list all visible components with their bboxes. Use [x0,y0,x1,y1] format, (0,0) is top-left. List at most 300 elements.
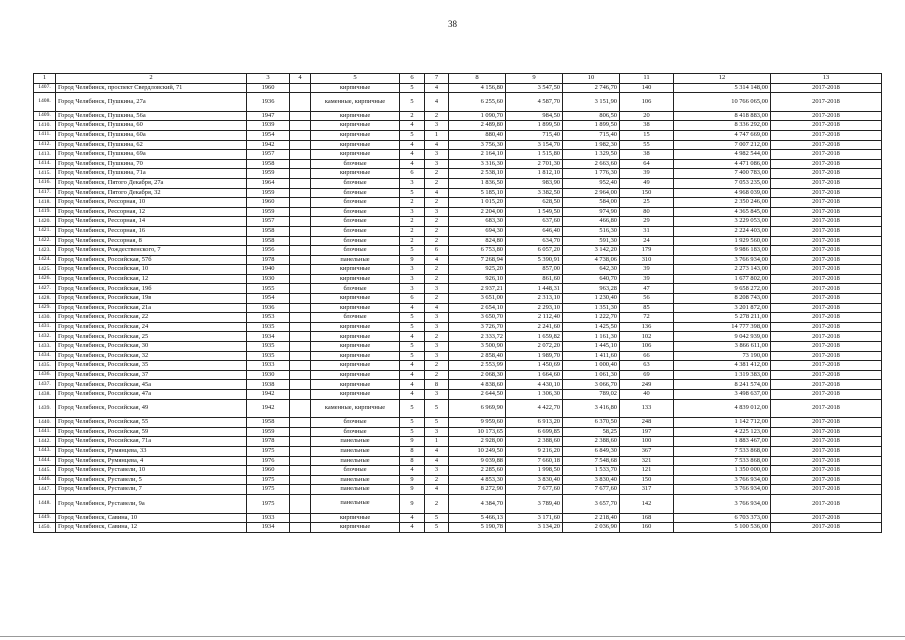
table-cell: 5 [400,313,425,323]
table-cell: 8 208 743,00 [674,294,771,304]
table-row [34,361,882,371]
table-cell: Город Челябинск, Российская, 45а [56,380,247,390]
table-cell: 5 [400,188,425,198]
table-cell: 4 [425,93,449,112]
table-cell: 121 [620,466,674,476]
table-cell: блочные [311,466,400,476]
column-header: 6 [400,74,425,84]
table-cell: 310 [620,255,674,265]
table-cell: 2 663,60 [563,159,620,169]
table-cell: 5 278 211,00 [674,313,771,323]
table-cell [290,140,311,150]
table-cell: 317 [620,485,674,495]
table-cell: 591,30 [563,236,620,246]
table-cell: 49 [620,178,674,188]
table-cell: 1 515,80 [506,150,563,160]
table-cell: 1 836,50 [449,178,506,188]
table-cell: 1930 [247,274,290,284]
table-cell: 974,90 [563,207,620,217]
table-cell: блочные [311,284,400,294]
table-cell: 106 [620,93,674,112]
table-cell: кирпичные [311,140,400,150]
table-cell: 72 [620,313,674,323]
table-cell: 6 [400,169,425,179]
table-cell: 2017-2018 [771,437,882,447]
table-row [34,217,882,227]
table-cell: 1418. [34,198,56,208]
table-cell [290,513,311,523]
table-row [34,390,882,400]
table-header-row [34,74,882,84]
table-cell: 2 218,40 [563,513,620,523]
table-cell: 3 201 872,00 [674,303,771,313]
table-cell [290,255,311,265]
table-row [34,370,882,380]
table-cell: 2017-2018 [771,226,882,236]
table-cell: 5 [425,513,449,523]
table-cell: 1958 [247,159,290,169]
table-cell: 1407. [34,83,56,93]
table-cell: Город Челябинск, Савина, 12 [56,523,247,533]
table-cell: 1978 [247,437,290,447]
table-cell: кирпичные [311,370,400,380]
table-cell: 56 [620,294,674,304]
table-cell: 1 664,60 [506,370,563,380]
table-cell: 4 384,70 [449,494,506,513]
table-row [34,284,882,294]
table-cell: кирпичные [311,111,400,121]
table-cell: 1443. [34,446,56,456]
table-cell [290,226,311,236]
table-cell [290,361,311,371]
column-header: 1 [34,74,56,84]
table-cell: Город Челябинск, Пушкина, 70 [56,159,247,169]
table-cell: 2 072,20 [506,342,563,352]
table-cell: 80 [620,207,674,217]
table-cell: 2 644,50 [449,390,506,400]
table-cell: 1956 [247,246,290,256]
table-cell: Город Челябинск, Пушкина, 62 [56,140,247,150]
table-cell: 2017-2018 [771,83,882,93]
table-cell: 3 866 611,00 [674,342,771,352]
table-cell: 1444. [34,456,56,466]
table-cell: 321 [620,456,674,466]
table-row [34,274,882,284]
table-cell: 1975 [247,494,290,513]
table-cell: 824,80 [449,236,506,246]
page-number: 38 [448,19,457,29]
table-cell: 1413. [34,150,56,160]
table-cell: 140 [620,83,674,93]
table-cell: 5 [400,399,425,418]
table-cell: 5 190,78 [449,523,506,533]
table-cell: 2 654,10 [449,303,506,313]
table-cell: кирпичные [311,83,400,93]
table-cell: 5 314 148,00 [674,83,771,93]
table-cell: 3 142,20 [563,246,620,256]
table-cell: 4 [400,466,425,476]
table-cell: 2 746,70 [563,83,620,93]
table-cell: 1422. [34,236,56,246]
table-cell: 58,25 [563,427,620,437]
table-row [34,207,882,217]
column-header: 7 [425,74,449,84]
table-cell: Город Челябинск, Пушкина, 56а [56,111,247,121]
table-cell: 1 659,82 [506,332,563,342]
table-cell: 1 982,30 [563,140,620,150]
table-cell: 9 042 939,00 [674,332,771,342]
table-cell: 3 650,70 [449,313,506,323]
table-cell: 1437. [34,380,56,390]
table-cell: 40 [620,390,674,400]
table-cell: 1 445,10 [563,342,620,352]
table-cell: блочные [311,217,400,227]
table-cell: 20 [620,111,674,121]
table-cell: 7 548,68 [563,456,620,466]
table-cell: 31 [620,226,674,236]
table-cell: 1964 [247,178,290,188]
table-cell: 2 350 246,00 [674,198,771,208]
table-cell: Город Челябинск, Российская, 24 [56,322,247,332]
table-cell: 69 [620,370,674,380]
table-cell: 9 986 183,00 [674,246,771,256]
table-cell: Город Челябинск, Российская, 47а [56,390,247,400]
table-cell: 1942 [247,399,290,418]
table-cell: 1936 [247,303,290,313]
table-cell: 1410. [34,121,56,131]
table-cell: 1435. [34,361,56,371]
table-cell [290,169,311,179]
table-cell: 4 [400,370,425,380]
table-cell: 10 173,65 [449,427,506,437]
table-cell: 248 [620,418,674,428]
table-cell: 628,50 [506,198,563,208]
table-cell: Город Челябинск, Румянцева, 33 [56,446,247,456]
table-cell: Город Челябинск, Российская, 19в [56,294,247,304]
table-cell: 3 [425,121,449,131]
table-cell: 39 [620,265,674,275]
table-cell: 1 812,10 [506,169,563,179]
table-cell: 2 858,40 [449,351,506,361]
table-cell: Город Челябинск, Пушкина, 69а [56,150,247,160]
table-cell: 1415. [34,169,56,179]
table-row [34,342,882,352]
table-cell: 4 982 544,00 [674,150,771,160]
table-cell: 984,50 [506,111,563,121]
table-cell: 6 699,85 [506,427,563,437]
table-cell: блочные [311,188,400,198]
table-cell: блочные [311,159,400,169]
table-cell: 4 747 669,00 [674,130,771,140]
table-row [34,427,882,437]
table-cell: 3 229 053,00 [674,217,771,227]
table-cell [290,150,311,160]
table-cell: 106 [620,342,674,352]
table-cell: 3 789,40 [506,494,563,513]
table-row [34,456,882,466]
table-cell: 2017-2018 [771,322,882,332]
table-cell: 3 [425,390,449,400]
table-cell: 2 937,21 [449,284,506,294]
table-cell: 694,30 [449,226,506,236]
table-cell: 2 [425,274,449,284]
table-cell: кирпичные [311,322,400,332]
table-cell: 2017-2018 [771,255,882,265]
table-cell: 4 [425,303,449,313]
table-cell: 1447. [34,485,56,495]
table-cell: 6 057,20 [506,246,563,256]
table-cell [290,399,311,418]
table-cell: 4 430,10 [506,380,563,390]
table-cell: 926,10 [449,274,506,284]
table-cell [290,523,311,533]
table-row [34,236,882,246]
table-cell: 1449. [34,513,56,523]
table-cell: 4 [400,513,425,523]
table-cell: 1959 [247,169,290,179]
table-cell: 2017-2018 [771,332,882,342]
table-cell: 6 703 373,00 [674,513,771,523]
table-cell [290,380,311,390]
table-cell: 1 [425,130,449,140]
table-cell: 1419. [34,207,56,217]
table-cell: 55 [620,140,674,150]
table-cell [290,207,311,217]
table-cell [290,303,311,313]
table-cell: Город Челябинск, Руставели, 5 [56,475,247,485]
table-cell: 4 968 039,00 [674,188,771,198]
table-cell: 1 883 467,00 [674,437,771,447]
table-cell: 102 [620,332,674,342]
table-cell: Город Челябинск, Савина, 10 [56,513,247,523]
table-cell: 952,40 [563,178,620,188]
table-cell: 2017-2018 [771,313,882,323]
table-cell: 9 [400,255,425,265]
table-cell: кирпичные [311,274,400,284]
table-cell: кирпичные [311,380,400,390]
table-cell: 1416. [34,178,56,188]
table-row [34,313,882,323]
table-cell: 2017-2018 [771,93,882,112]
table-cell: Город Челябинск, Российская, 12 [56,274,247,284]
column-header: 2 [56,74,247,84]
table-cell: 1955 [247,284,290,294]
table-cell: 1975 [247,446,290,456]
table-row [34,475,882,485]
table-cell: 683,30 [449,217,506,227]
table-cell: 857,00 [506,265,563,275]
table-cell: 1 015,20 [449,198,506,208]
table-cell: 3 134,20 [506,523,563,533]
table-cell: 1408. [34,93,56,112]
table-cell: Город Челябинск, Российская, 37 [56,370,247,380]
table-cell: 39 [620,169,674,179]
table-cell: 3 [425,427,449,437]
table-cell: 2 [425,226,449,236]
table-cell: блочные [311,198,400,208]
table-cell [290,475,311,485]
table-cell: 6 [425,246,449,256]
table-cell: 4 381 412,00 [674,361,771,371]
table-cell: 8 [400,456,425,466]
column-header: 12 [674,74,771,84]
table-cell [290,274,311,284]
table-row [34,226,882,236]
table-cell: 1960 [247,83,290,93]
table-cell [290,294,311,304]
table-cell: 2017-2018 [771,370,882,380]
table-cell [290,466,311,476]
table-cell: 1959 [247,207,290,217]
table-cell: 1978 [247,255,290,265]
table-cell: 1940 [247,265,290,275]
table-row [34,265,882,275]
table-cell: 1430. [34,313,56,323]
table-cell: 1 899,50 [563,121,620,131]
table-cell [290,446,311,456]
table-cell: 1 306,30 [506,390,563,400]
table-row [34,130,882,140]
table-cell: 1424. [34,255,56,265]
table-cell: 1448. [34,494,56,513]
table-cell: 3 [400,284,425,294]
table-cell: 2 036,90 [563,523,620,533]
table-cell [290,418,311,428]
table-row [34,513,882,523]
table-cell: 2 164,10 [449,150,506,160]
table-cell: 1975 [247,485,290,495]
table-cell: 133 [620,399,674,418]
table-cell: 2 285,60 [449,466,506,476]
table-cell: 3 766 934,00 [674,255,771,265]
table-cell: 9 959,60 [449,418,506,428]
table-cell: 38 [620,121,674,131]
table-cell: 4 [425,456,449,466]
table-cell: 8 336 292,00 [674,121,771,131]
table-cell: 8 [400,446,425,456]
column-header: 8 [449,74,506,84]
table-cell: 4 365 845,00 [674,207,771,217]
table-cell: 3 830,40 [563,475,620,485]
table-cell: панельные [311,437,400,447]
table-cell: 1436. [34,370,56,380]
table-cell [290,217,311,227]
table-cell [290,178,311,188]
table-cell: Город Челябинск, Рессорная, 8 [56,236,247,246]
table-cell: 4 [400,150,425,160]
table-cell: 1412. [34,140,56,150]
table-row [34,255,882,265]
table-cell: 4 [400,121,425,131]
table-cell: 2017-2018 [771,456,882,466]
table-cell: 1 351,30 [563,303,620,313]
table-cell: Город Челябинск, Румянцева, 4 [56,456,247,466]
table-row [34,418,882,428]
table-cell: 3 766 934,00 [674,485,771,495]
table-cell: 2 [425,198,449,208]
table-cell: 3 [400,274,425,284]
table-cell: 2017-2018 [771,427,882,437]
table-cell: 1957 [247,217,290,227]
table-cell: 715,40 [563,130,620,140]
table-cell: 39 [620,274,674,284]
table-cell: 1958 [247,226,290,236]
table-row [34,399,882,418]
table-cell: 1420. [34,217,56,227]
table-cell: 1976 [247,456,290,466]
table-cell: кирпичные [311,169,400,179]
table-cell: 3 [425,313,449,323]
table-cell: блочные [311,178,400,188]
table-cell: 3 [400,265,425,275]
table-body [34,83,882,532]
table-cell: 150 [620,188,674,198]
table-cell: 1 [425,437,449,447]
table-cell: кирпичные [311,513,400,523]
table-cell: 2017-2018 [771,351,882,361]
table-cell: 5 [400,351,425,361]
table-cell: 1 350 000,00 [674,466,771,476]
table-cell: 1431. [34,322,56,332]
table-cell: 6 969,90 [449,399,506,418]
table-cell: 5 [425,523,449,533]
table-cell: 1432. [34,332,56,342]
table-cell: 1934 [247,523,290,533]
table-cell: 1445. [34,466,56,476]
table-cell: 9 [400,485,425,495]
table-cell: 1 677 802,00 [674,274,771,284]
table-cell: 1958 [247,418,290,428]
table-cell: 1450. [34,523,56,533]
table-cell: Город Челябинск, Пушкина, 60а [56,130,247,140]
table-row [34,351,882,361]
table-cell: 73 190,00 [674,351,771,361]
table-cell: 2017-2018 [771,207,882,217]
table-cell: 1958 [247,236,290,246]
table-cell: 1441. [34,427,56,437]
table-cell: 2 [425,217,449,227]
table-row [34,150,882,160]
table-cell: 1 161,30 [563,332,620,342]
table-cell: 2 313,10 [506,294,563,304]
table-cell: панельные [311,456,400,466]
table-cell: 6 849,30 [563,446,620,456]
table-cell [290,121,311,131]
table-cell: 2 964,00 [563,188,620,198]
table-cell: 6 913,20 [506,418,563,428]
column-header: 4 [290,74,311,84]
table-cell [290,188,311,198]
table-cell: 6 [400,294,425,304]
table-row [34,380,882,390]
table-cell: Город Челябинск, Руставели, 10 [56,466,247,476]
table-cell: 7 677,60 [563,485,620,495]
table-cell: 3 766 934,00 [674,475,771,485]
table-cell: 9 039,88 [449,456,506,466]
table-cell: 880,40 [449,130,506,140]
table-cell: 2 224 403,00 [674,226,771,236]
table-row [34,494,882,513]
table-cell: 2 [425,332,449,342]
table-cell: 5 [400,322,425,332]
table-cell: 5 [425,418,449,428]
table-cell: 14 777 398,00 [674,322,771,332]
table-cell: панельные [311,485,400,495]
table-cell: 4 587,70 [506,93,563,112]
table-cell: Город Челябинск, Российская, 25 [56,332,247,342]
table-cell: 2017-2018 [771,188,882,198]
table-cell: 1960 [247,198,290,208]
